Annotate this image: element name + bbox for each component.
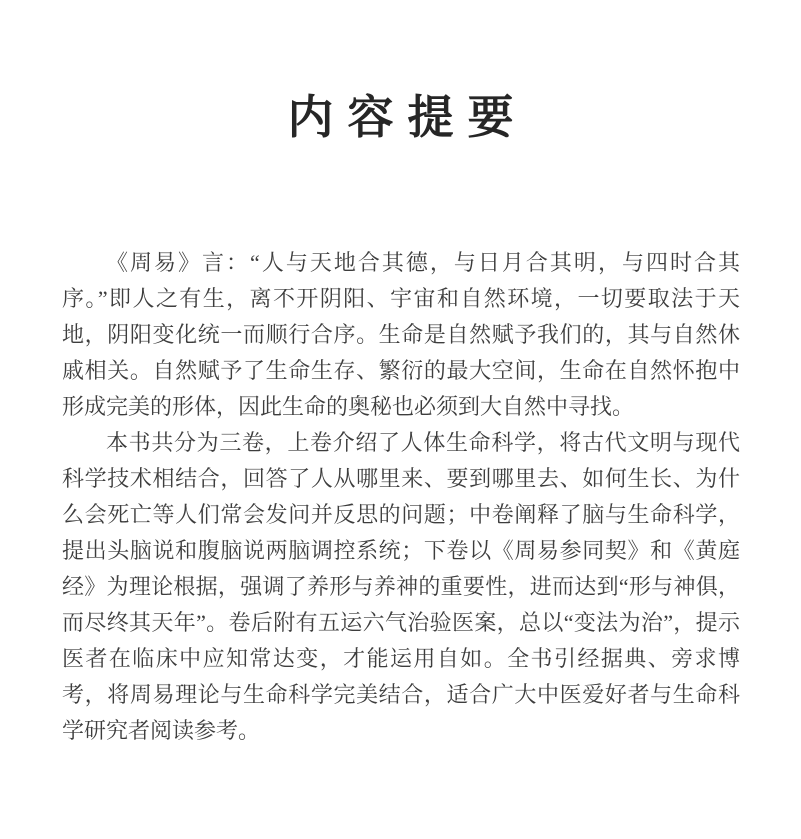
paragraph: 《周易》言：“人与天地合其德，与日月合其明，与四时合其序。”即人之有生，离不开阴阳、宇宙和自然环境，一切要取法于天地，阴阳变化统一而顺行合序。生命是自然赋予我们的，其与自然休戚相关。自然赋予了生命生存、繁衍的最大空间，生命在自然怀抱中形成完美的形体，因此生命的奥秘也必须到大自然中寻找。 bbox=[62, 250, 740, 419]
page-title: 内容提要 bbox=[287, 92, 528, 143]
page-content bbox=[62, 245, 740, 749]
paragraph: 本书共分为三卷，上卷介绍了人体生命科学，将古代文明与现代科学技术相结合，回答了人从哪里来、要到哪里去、如何生长、为什么会死亡等人们常会发问并反思的问题；中卷阐释了脑与生命科学，提出头脑说和腹脑说两脑调控系统；下卷以《周易参同契》和《黄庭经》为理论根据，强调了养形与养神的重要性，进而达到“形与神俱，而尽终其天年”。卷后附有五运六气治验医案，总以“变法为治”，提示医者在临床中应知常达变，才能运用自如。全书引经据典、旁求博考，将周易理论与生命科学完美结合，适合广大中医爱好者与生命科学研究者阅读参考。 bbox=[62, 430, 740, 743]
